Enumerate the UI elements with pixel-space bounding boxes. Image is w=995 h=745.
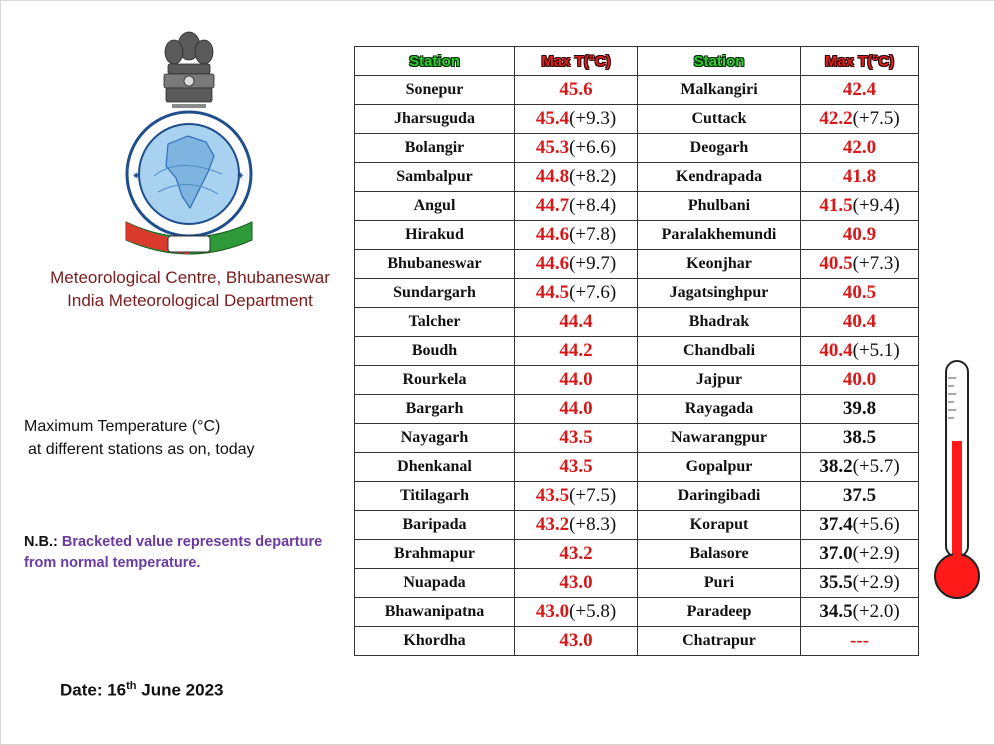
station-name: Balasore [638,540,801,569]
max-temp-value: 45.6 [559,79,593,100]
station-name: Talcher [355,308,515,337]
table-row [355,482,919,511]
max-temp-cell [801,366,919,395]
max-temp-value: 43.0 [559,572,593,593]
max-temp-cell [515,76,638,105]
station-name: Hirakud [355,221,515,250]
imd-logo [118,26,260,256]
table-row [355,308,919,337]
max-temp-value: 43.2 [559,543,593,564]
max-temp-cell [515,337,638,366]
max-temp-value: 41.8 [842,166,877,187]
max-temp-value: 40.4 [819,340,853,361]
departure-value: (+5.1) [852,340,900,361]
station-name: Brahmapur [355,540,515,569]
station-name: Rayagada [638,395,801,424]
station-name: Nayagarh [355,424,515,453]
station-name: Puri [638,569,801,598]
station-name: Nuapada [355,569,515,598]
station-name: Keonjhar [638,250,801,279]
table-row [355,627,919,656]
org-department: India Meteorological Department [67,291,313,310]
table-row [355,134,919,163]
station-name: Chandbali [638,337,801,366]
header-station-left: Station [355,47,515,76]
departure-value: (+8.3) [569,514,617,535]
table-row [355,337,919,366]
national-emblem-icon [164,32,214,108]
table-row [355,221,919,250]
station-name: Daringibadi [638,482,801,511]
table-row [355,424,919,453]
note-label: N.B.: [24,534,58,550]
table-row [355,598,919,627]
max-temp-cell [801,511,919,540]
note-text: Bracketed value represents departure from normal temperature. [24,534,323,571]
station-name: Cuttack [638,105,801,134]
max-temp-value: 44.5 [535,282,570,303]
max-temp-value: 44.7 [535,195,570,216]
departure-value: (+5.8) [569,601,617,622]
max-temp-cell [515,221,638,250]
date-day: Date: 16 [60,680,127,700]
table-row [355,511,919,540]
max-temp-cell [801,569,919,598]
max-temp-cell [801,308,919,337]
header-max-left: Max T(°C) [515,47,638,76]
max-temp-cell [515,105,638,134]
departure-value: (+7.3) [852,253,900,274]
station-name: Koraput [638,511,801,540]
table-row [355,569,919,598]
departure-value: (+8.2) [569,166,617,187]
max-temp-value: 44.4 [559,311,593,332]
station-name: Bhadrak [638,308,801,337]
max-temp-value: 42.0 [842,137,877,158]
max-temp-value: 38.2 [819,456,853,477]
station-name: Bhawanipatna [355,598,515,627]
max-temp-cell [515,424,638,453]
max-temp-value: 43.0 [559,630,593,651]
station-name: Sambalpur [355,163,515,192]
max-temp-value: 42.2 [819,108,853,129]
departure-value: (+2.0) [852,601,900,622]
max-temp-cell [801,598,919,627]
station-name: Paradeep [638,598,801,627]
max-temp-value: 39.8 [842,398,877,419]
max-temp-cell [801,482,919,511]
max-temp-cell [515,279,638,308]
date-rest: June 2023 [136,680,224,700]
max-temp-cell [801,279,919,308]
station-name: Rourkela [355,366,515,395]
station-name: Boudh [355,337,515,366]
station-name: Jharsuguda [355,105,515,134]
max-temp-value: 43.0 [535,601,570,622]
max-temp-value: 43.5 [535,485,570,506]
station-name: Sonepur [355,76,515,105]
station-name: Dhenkanal [355,453,515,482]
departure-value: (+5.7) [852,456,900,477]
station-name: Bolangir [355,134,515,163]
station-name: Jagatsinghpur [638,279,801,308]
station-name: Paralakhemundi [638,221,801,250]
org-name: Meteorological Centre, Bhubaneswar [50,268,330,287]
max-temp-value: 43.5 [559,456,593,477]
table-row [355,250,919,279]
max-temp-cell [515,395,638,424]
departure-value: (+2.9) [852,543,900,564]
max-temp-value: 44.0 [559,369,593,390]
max-temp-value: 41.5 [819,195,853,216]
max-temp-value: 44.2 [559,340,593,361]
max-temp-value: 40.9 [842,224,877,245]
note [24,532,324,574]
header-station-right: Station [638,47,801,76]
table-row [355,395,919,424]
max-temp-cell [515,511,638,540]
departure-value: (+7.6) [569,282,617,303]
departure-value: (+8.4) [569,195,617,216]
max-temp-cell [801,76,919,105]
svg-text:✷: ✷ [132,171,141,182]
max-temp-cell [801,424,919,453]
max-temp-cell [801,134,919,163]
max-temp-cell [801,163,919,192]
station-name: Angul [355,192,515,221]
departure-value: (+7.5) [569,485,617,506]
table-row [355,192,919,221]
station-name: Phulbani [638,192,801,221]
departure-value: (+9.7) [569,253,617,274]
max-temp-value: 42.4 [842,79,877,100]
max-temp-value: 35.5 [819,572,853,593]
station-name: Bhubaneswar [355,250,515,279]
max-temp-value: 44.0 [559,398,593,419]
max-temp-cell [801,540,919,569]
table-row [355,279,919,308]
departure-value: (+5.6) [852,514,900,535]
max-temp-value: 40.5 [842,282,877,303]
max-temp-value: 37.0 [819,543,853,564]
departure-value: (+2.9) [852,572,900,593]
table-row [355,540,919,569]
table-row [355,105,919,134]
max-temp-cell [515,250,638,279]
station-name: Khordha [355,627,515,656]
max-temp-value: 37.5 [842,485,877,506]
max-temp-cell [515,453,638,482]
max-temp-cell [515,627,638,656]
station-name: Titilagarh [355,482,515,511]
table-row [355,366,919,395]
departure-value: (+9.3) [569,108,617,129]
max-temp-cell [515,192,638,221]
station-name: Nawarangpur [638,424,801,453]
max-temp-value: 45.3 [535,137,570,158]
station-name: Chatrapur [638,627,801,656]
max-temp-value: 34.5 [819,601,853,622]
date-suffix: th [126,680,137,692]
max-temp-value: 37.4 [819,514,853,535]
max-temp-value: 40.5 [819,253,853,274]
max-temp-value: 43.5 [559,427,593,448]
departure-value: (+9.4) [852,195,900,216]
max-temp-cell [515,308,638,337]
station-name: Deogarh [638,134,801,163]
max-temp-value: --- [850,630,869,651]
max-temp-cell [801,337,919,366]
header-max-right: Max T(°C) [801,47,919,76]
max-temp-value: 38.5 [842,427,877,448]
thermometer-icon [934,358,980,602]
temperature-table [354,46,919,656]
station-name: Bargarh [355,395,515,424]
max-temp-cell [801,221,919,250]
max-temp-value: 43.2 [535,514,570,535]
max-temp-value: 44.6 [535,224,570,245]
station-name: Baripada [355,511,515,540]
max-temp-cell [515,482,638,511]
table-row [355,76,919,105]
station-name: Gopalpur [638,453,801,482]
svg-text:✷: ✷ [236,171,245,182]
max-temp-cell [515,366,638,395]
station-name: Jajpur [638,366,801,395]
station-name: Malkangiri [638,76,801,105]
departure-value: (+7.8) [569,224,617,245]
table-row [355,163,919,192]
max-temp-cell [515,163,638,192]
max-temp-cell [801,627,919,656]
report-date [60,680,223,701]
caption-title: Maximum Temperature (°C) [24,418,221,435]
max-temp-cell [801,192,919,221]
max-temp-cell [801,250,919,279]
caption-subtitle: at different stations as on, today [28,441,255,458]
max-temp-value: 40.4 [842,311,877,332]
max-temp-value: 44.8 [535,166,570,187]
table-row [355,453,919,482]
max-temp-cell [515,134,638,163]
max-temp-cell [515,540,638,569]
max-temp-value: 40.0 [842,369,877,390]
max-temp-cell [515,598,638,627]
departure-value: (+7.5) [852,108,900,129]
table-header-row [355,47,919,76]
max-temp-cell [515,569,638,598]
max-temp-value: 45.4 [535,108,570,129]
station-name: Sundargarh [355,279,515,308]
max-temp-value: 44.6 [535,253,570,274]
station-name: Kendrapada [638,163,801,192]
max-temp-cell [801,395,919,424]
max-temp-cell [801,105,919,134]
departure-value: (+6.6) [569,137,617,158]
max-temp-cell [801,453,919,482]
